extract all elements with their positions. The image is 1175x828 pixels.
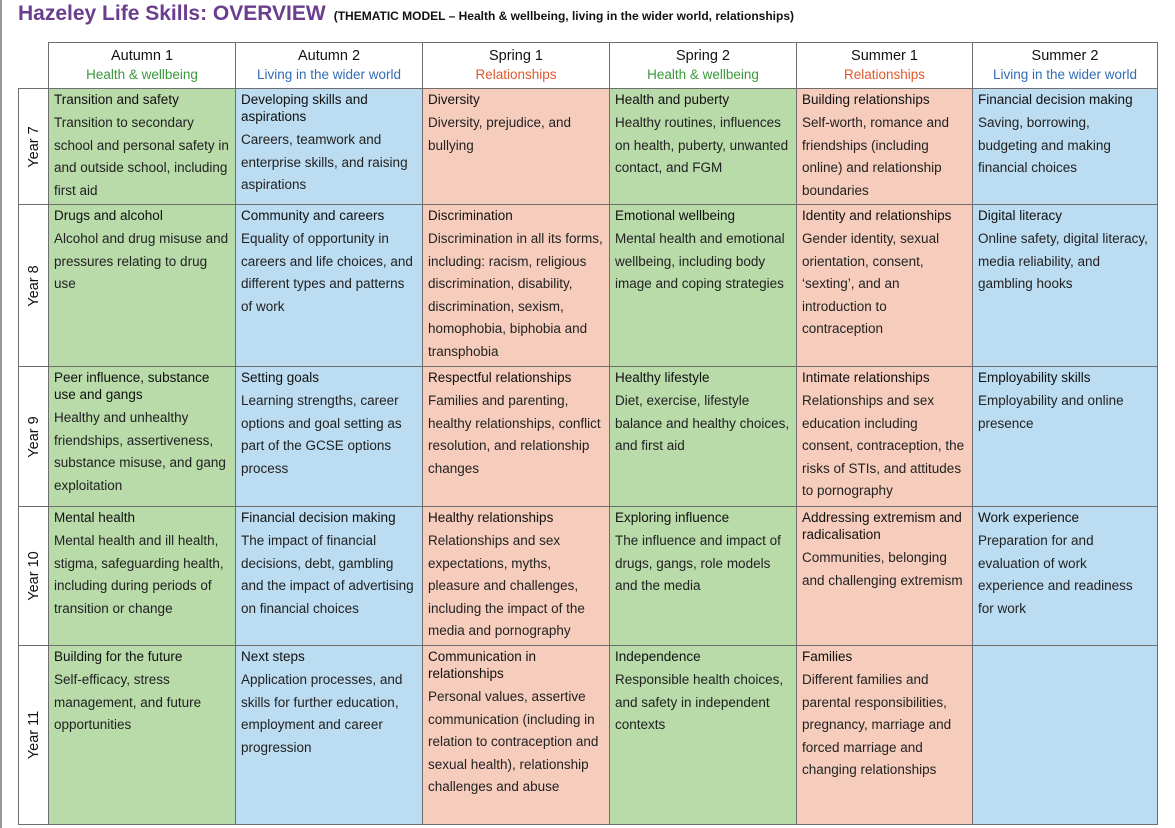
year-label: Year 11: [25, 710, 42, 760]
corner-cell: [19, 43, 49, 89]
topic-title: Financial decision making: [241, 510, 396, 525]
term-theme: Health & wellbeing: [647, 67, 759, 82]
topic-cell: [236, 507, 423, 646]
topic-title: Financial decision making: [978, 92, 1133, 107]
topic-title: Building relationships: [802, 92, 930, 107]
topic-title: Diversity: [428, 92, 480, 107]
topic-cell: [797, 646, 973, 825]
year-label: Year 9: [25, 415, 42, 458]
topic-title: Intimate relationships: [802, 370, 930, 385]
year-row-9: [19, 367, 1158, 507]
topic-cell: [423, 507, 610, 646]
topic-title: Respectful relationships: [428, 370, 572, 385]
term-header-autumn-2: [236, 43, 423, 89]
overview-table: [18, 42, 1158, 825]
year-label-cell: [19, 646, 49, 825]
topic-cell: [973, 507, 1158, 646]
topic-description: Relationships and sex expectations, myths, pleasure and challenges, including the impact of the media and pornography: [428, 533, 585, 638]
topic-title: Exploring influence: [615, 510, 730, 525]
topic-cell: [610, 89, 797, 205]
topic-description: Diversity, prejudice, and bullying: [428, 115, 572, 153]
topic-description: Learning strengths, career options and goal setting as part of the GCSE options process: [241, 393, 402, 476]
topic-title: Developing skills and aspirations: [241, 92, 368, 124]
topic-cell: [610, 367, 797, 507]
year-label: Year 7: [25, 125, 42, 168]
topic-description: Careers, teamwork and enterprise skills, and raising aspirations: [241, 132, 408, 192]
topic-description: Application processes, and skills for further education, employment and career progression: [241, 672, 403, 755]
topic-description: Families and parenting, healthy relationships, conflict resolution, and relationship changes: [428, 393, 601, 476]
topic-description: The impact of financial decisions, debt, gambling and the impact of advertising on financial choices: [241, 533, 414, 616]
term-name: Spring 1: [488, 48, 543, 64]
topic-description: Alcohol and drug misuse and pressures relating to drug use: [54, 231, 229, 291]
topic-cell: [610, 205, 797, 367]
topic-title: Building for the future: [54, 649, 183, 664]
topic-description: Gender identity, sexual orientation, consent, ‘sexting’, and an introduction to contraception: [802, 231, 940, 336]
topic-cell: [49, 646, 236, 825]
term-header-spring-2: [610, 43, 797, 89]
topic-title: Digital literacy: [978, 208, 1063, 223]
topic-cell: [423, 205, 610, 367]
year-label-cell: [19, 367, 49, 507]
topic-description: Different families and parental responsibilities, pregnancy, marriage and forced marriage and changing relationships: [802, 672, 952, 777]
topic-title: Independence: [615, 649, 701, 664]
year-row-11: [19, 646, 1158, 825]
term-name: Summer 1: [851, 48, 918, 64]
topic-cell: [236, 205, 423, 367]
topic-cell: [423, 646, 610, 825]
topic-cell: [610, 507, 797, 646]
topic-title: Transition and safety: [54, 92, 179, 107]
year-row-10: [19, 507, 1158, 646]
year-label: Year 8: [25, 264, 42, 307]
page-title: Hazeley Life Skills: OVERVIEW: [18, 2, 326, 25]
topic-title: Drugs and alcohol: [54, 208, 163, 223]
topic-title: Addressing extremism and radicalisation: [802, 510, 962, 542]
page-header: [18, 2, 794, 30]
topic-title: Community and careers: [241, 208, 385, 223]
topic-cell: [49, 367, 236, 507]
topic-description: Relationships and sex education including consent, contraception, the risks of STIs, and attitudes to pornography: [802, 393, 965, 498]
topic-title: Emotional wellbeing: [615, 208, 736, 223]
term-name: Autumn 2: [297, 48, 361, 64]
topic-description: Healthy routines, influences on health, puberty, unwanted contact, and FGM: [615, 115, 789, 175]
topic-description: The influence and impact of drugs, gangs, role models and the media: [615, 533, 781, 593]
page-left-rule: [0, 0, 2, 828]
topic-title: Next steps: [241, 649, 305, 664]
topic-description: Preparation for and evaluation of work experience and readiness for work: [978, 533, 1133, 616]
topic-description: Discrimination in all its forms, including: racism, religious discrimination, disability, discrimination, sexism, homophobia, biphobia and transphobia: [428, 231, 603, 359]
term-name: Summer 2: [1031, 48, 1099, 64]
topic-title: Peer influence, substance use and gangs: [54, 370, 210, 402]
topic-cell: [236, 646, 423, 825]
term-header-row: [19, 43, 1158, 89]
topic-title: Healthy relationships: [428, 510, 554, 525]
topic-cell: [49, 89, 236, 205]
term-theme: Living in the wider world: [256, 67, 402, 82]
year-label-cell: [19, 89, 49, 205]
topic-cell: [797, 89, 973, 205]
topic-cell: [236, 89, 423, 205]
page-subtitle: (THEMATIC MODEL – Health & wellbeing, living in the wider world, relationships): [333, 9, 794, 23]
term-name: Autumn 1: [110, 48, 174, 64]
topic-description: Saving, borrowing, budgeting and making financial choices: [978, 115, 1111, 175]
topic-description: Healthy and unhealthy friendships, assertiveness, substance misuse, and gang exploitation: [54, 410, 226, 493]
topic-cell: [49, 507, 236, 646]
topic-description: Self-worth, romance and friendships (including online) and relationship boundaries: [802, 115, 950, 198]
topic-cell: [610, 646, 797, 825]
topic-title: Communication in relationships: [428, 649, 537, 681]
topic-title: Discrimination: [428, 208, 513, 223]
topic-cell: [973, 367, 1158, 507]
topic-cell: [423, 89, 610, 205]
year-label-cell: [19, 507, 49, 646]
topic-description: Online safety, digital literacy, media reliability, and gambling hooks: [978, 231, 1148, 291]
year-label-cell: [19, 205, 49, 367]
topic-title: Health and puberty: [615, 92, 730, 107]
term-header-summer-1: [797, 43, 973, 89]
topic-cell: [797, 205, 973, 367]
year-row-7: [19, 89, 1158, 205]
topic-title: Identity and relationships: [802, 208, 952, 223]
topic-cell: [236, 367, 423, 507]
topic-title: Employability skills: [978, 370, 1091, 385]
topic-title: Mental health: [54, 510, 136, 525]
term-theme: Living in the wider world: [992, 67, 1138, 82]
topic-description: Personal values, assertive communication (including in relation to contraception and sexual health), relationship challenges and abuse: [428, 689, 599, 794]
topic-cell: [423, 367, 610, 507]
topic-description: Self-efficacy, stress management, and future opportunities: [54, 672, 202, 732]
term-header-spring-1: [423, 43, 610, 89]
topic-cell: [797, 507, 973, 646]
topic-description: Transition to secondary school and personal safety in and outside school, including first aid: [54, 115, 229, 198]
topic-title: Setting goals: [241, 370, 320, 385]
term-theme: Health & wellbeing: [86, 67, 198, 82]
topic-description: Equality of opportunity in careers and life choices, and different types and patterns of work: [241, 231, 413, 314]
topic-description: Responsible health choices, and safety in independent contexts: [615, 672, 784, 732]
topic-description: Communities, belonging and challenging extremism: [802, 550, 963, 588]
topic-cell: [973, 205, 1158, 367]
year-row-8: [19, 205, 1158, 367]
topic-description: Mental health and emotional wellbeing, including body image and coping strategies: [615, 231, 785, 291]
term-name: Spring 2: [675, 48, 730, 64]
topic-title: Families: [802, 649, 853, 664]
topic-description: Employability and online presence: [978, 393, 1124, 431]
term-header-summer-2: [973, 43, 1158, 89]
term-header-autumn-1: [49, 43, 236, 89]
topic-cell: [49, 205, 236, 367]
topic-cell: [797, 367, 973, 507]
term-theme: Relationships: [475, 67, 557, 82]
topic-title: Healthy lifestyle: [615, 370, 710, 385]
term-theme: Relationships: [843, 67, 926, 82]
topic-title: Work experience: [978, 510, 1080, 525]
topic-description: Diet, exercise, lifestyle balance and healthy choices, and first aid: [615, 393, 790, 453]
topic-description: Mental health and ill health, stigma, safeguarding health, including during periods of transition or change: [54, 533, 224, 616]
topic-cell: [973, 89, 1158, 205]
year-label: Year 10: [25, 551, 42, 601]
empty-topic-cell: [973, 646, 1158, 825]
